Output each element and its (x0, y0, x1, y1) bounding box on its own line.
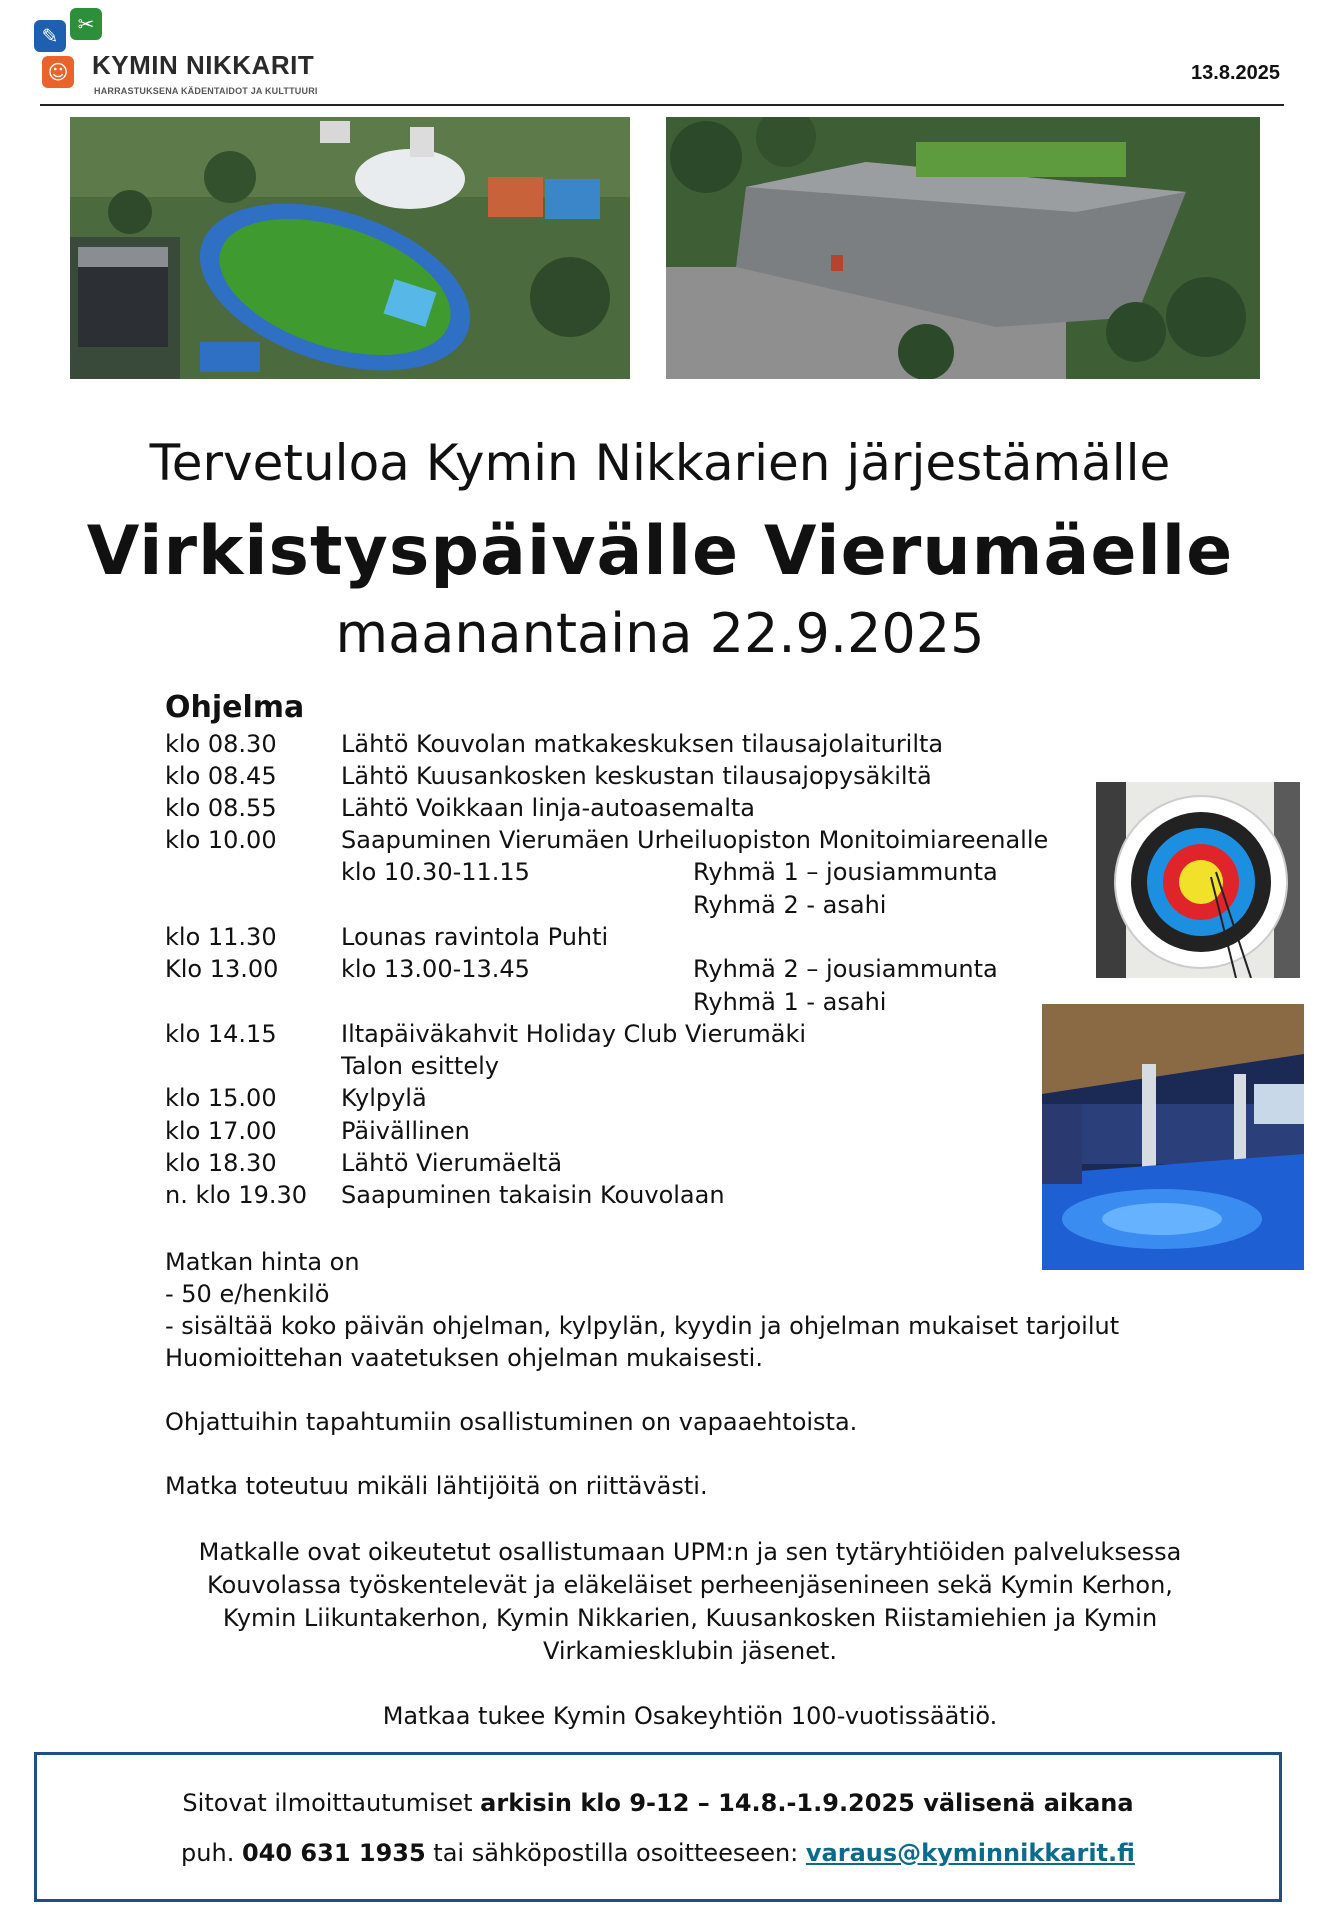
sports-park-photo (70, 117, 630, 379)
price-item: - sisältää koko päivän ohjelman, kylpylän, kyydin ja ohjelman mukaiset tarjoilut (165, 1312, 1120, 1340)
voluntary-note: Ohjattuihin tapahtumiin osallistuminen on vapaaehtoista. (165, 1408, 858, 1436)
registration-line-2 (37, 1839, 1279, 1867)
masks-icon: ☺ (47, 60, 69, 84)
logo-tile-orange (42, 56, 74, 88)
schedule-desc: Lähtö Kuusankosken keskustan tilausajopysäkiltä (341, 762, 932, 790)
schedule-subtime: klo 13.00-13.45 (341, 955, 530, 983)
price-note: Huomioittehan vaatetuksen ohjelman mukaisesti. (165, 1344, 763, 1372)
schedule-desc: Talon esittely (341, 1052, 499, 1080)
schedule-time: klo 17.00 (165, 1117, 277, 1145)
schedule-desc: Saapuminen Vierumäen Urheiluopiston Monitoimiareenalle (341, 826, 1049, 854)
eligibility-text (100, 1536, 1280, 1668)
phone-number: 040 631 1935 (241, 1839, 426, 1867)
schedule-heading: Ohjelma (165, 690, 305, 725)
schedule-group: Ryhmä 2 - asahi (693, 891, 887, 919)
phone-prefix: puh. (181, 1839, 242, 1867)
eligibility-line: Matkalle ovat oikeutetut osallistumaan UPM:n ja sen tytäryhtiöiden palveluksessa (198, 1538, 1182, 1566)
org-name: KYMIN NIKKARIT (92, 50, 315, 80)
schedule-time: klo 08.55 (165, 794, 277, 822)
schedule-desc: Lähtö Vierumäeltä (341, 1149, 563, 1177)
spa-pool-photo (1042, 1004, 1304, 1270)
eligibility-line: Kymin Liikuntakerhon, Kymin Nikkarien, Kuusankosken Riistamiehien ja Kymin (222, 1604, 1158, 1632)
schedule-time: klo 15.00 (165, 1084, 277, 1112)
title-line-1: Tervetuloa Kymin Nikkarien järjestämälle (149, 434, 1171, 492)
org-tagline: HARRASTUKSENA KÄDENTAIDOT JA KULTTUURI (94, 86, 318, 96)
eligibility-line: Virkamiesklubin jäsenet. (542, 1637, 838, 1665)
schedule-time: n. klo 19.30 (165, 1181, 308, 1209)
logo-tile-green (70, 8, 102, 40)
schedule-desc: Lähtö Kouvolan matkakeskuksen tilausajolaiturilta (341, 730, 944, 758)
schedule-time: klo 10.00 (165, 826, 277, 854)
registration-line-1 (37, 1789, 1279, 1817)
registration-box (34, 1752, 1282, 1902)
header-divider (40, 104, 1284, 106)
schedule-desc: Saapuminen takaisin Kouvolaan (341, 1181, 725, 1209)
condition-note: Matka toteutuu mikäli lähtijöitä on riittävästi. (165, 1472, 708, 1500)
registration-hours: arkisin klo 9-12 – 14.8.-1.9.2025 välisenä aikana (480, 1789, 1134, 1817)
schedule-time: klo 11.30 (165, 923, 277, 951)
schedule-group: Ryhmä 2 – jousiammunta (693, 955, 998, 983)
title-date: maanantaina 22.9.2025 (335, 602, 985, 665)
archery-target-photo (1096, 782, 1300, 978)
arena-photo (666, 117, 1260, 379)
price-item: - 50 e/henkilö (165, 1280, 330, 1308)
schedule-desc: Iltapäiväkahvit Holiday Club Vierumäki (341, 1020, 807, 1048)
paint-icon: ✎ (41, 24, 59, 48)
schedule-time: Klo 13.00 (165, 955, 279, 983)
price-heading: Matkan hinta on (165, 1248, 360, 1276)
schedule-desc: Lähtö Voikkaan linja-autoasemalta (341, 794, 755, 822)
schedule-time: klo 14.15 (165, 1020, 277, 1048)
schedule-group: Ryhmä 1 – jousiammunta (693, 858, 998, 886)
registration-prefix: Sitovat ilmoittautumiset (182, 1789, 481, 1817)
logo-tile-blue (34, 20, 66, 52)
sponsor-note: Matkaa tukee Kymin Osakeyhtiön 100-vuotissäätiö. (382, 1702, 998, 1730)
schedule-time: klo 18.30 (165, 1149, 277, 1177)
schedule-desc: Kylpylä (341, 1084, 427, 1112)
document-date: 13.8.2025 (1191, 62, 1280, 84)
tool-icon: ✂ (77, 12, 95, 36)
title-line-2: Virkistyspäivälle Vierumäelle (86, 512, 1234, 591)
org-logo (32, 8, 332, 100)
schedule-time: klo 08.45 (165, 762, 277, 790)
schedule-time: klo 08.30 (165, 730, 277, 758)
schedule-desc: Lounas ravintola Puhti (341, 923, 609, 951)
schedule-group: Ryhmä 1 - asahi (693, 988, 887, 1016)
email-prefix: tai sähköpostilla osoitteeseen: (425, 1839, 806, 1867)
email-link[interactable]: varaus@kyminnikkarit.fi (805, 1839, 1135, 1867)
schedule-desc: Päivällinen (341, 1117, 470, 1145)
eligibility-line: Kouvolassa työskentelevät ja eläkeläiset perheenjäsenineen sekä Kymin Kerhon, (207, 1571, 1173, 1599)
schedule-subtime: klo 10.30-11.15 (341, 858, 530, 886)
